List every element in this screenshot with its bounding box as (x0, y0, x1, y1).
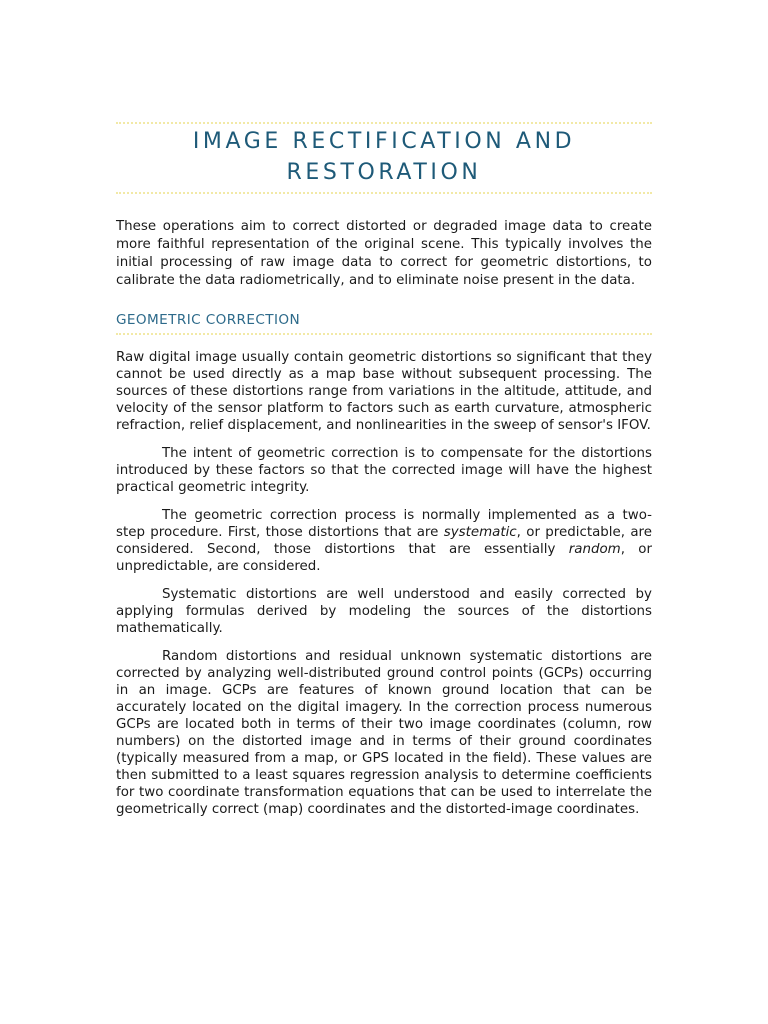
document-title: IMAGE RECTIFICATION AND RESTORATION (192, 129, 576, 185)
title-bottom-rule (116, 192, 652, 194)
paragraph-two-step (116, 507, 652, 575)
section-heading-geometric-correction: GEOMETRIC CORRECTION (116, 312, 652, 335)
term-random: random (568, 542, 621, 557)
document-page (116, 116, 652, 818)
two-step-text-c: , or unpredictable, are considered. (116, 542, 652, 574)
paragraph-systematic: Systematic distortions are well understood and easily corrected by applying formulas derived by modeling the sources of the distortions mathematically. (116, 587, 652, 636)
term-systematic: systematic (443, 525, 517, 540)
paragraph-random-gcps: Random distortions and residual unknown systematic distortions are corrected by analyzing well-distributed ground control points (GCPs) occurring in an image. GCPs are features of known ground location that can be accurately located on the digital imagery. In the correction process numerous GCPs are located both in terms of their two image coordinates (column, row numbers) on the distorted image and in terms of their ground coordinates (typically measured from a map, or GPS located in the field). These values are then submitted to a least squares regression analysis to determine coefficients for two coordinate transformation equations that can be used to interrelate the geometrically correct (map) coordinates and the distorted-image coordinates. (116, 649, 652, 817)
two-step-text-a: The geometric correction process is normally implemented as a two-step procedure. First, those distortions that are (116, 508, 652, 540)
paragraph-raw-image: Raw digital image usually contain geometric distortions so significant that they cannot be used directly as a map base without subsequent processing. The sources of these distortions range from variations in the altitude, attitude, and velocity of the sensor platform to factors such as earth curvature, atmospheric refraction, relief displacement, and nonlinearities in the sweep of sensor's IFOV. (116, 350, 652, 433)
paragraph-intent: The intent of geometric correction is to compensate for the distortions introduced by these factors so that the corrected image will have the highest practical geometric integrity. (116, 446, 652, 495)
intro-paragraph: These operations aim to correct distorted or degraded image data to create more faithful representation of the original scene. This typically involves the initial processing of raw image data to correct for geometric distortions, to calibrate the data radiometrically, and to eliminate noise present in the data. (116, 219, 652, 288)
title-block (116, 116, 652, 200)
title-top-rule (116, 122, 652, 124)
two-step-text-b: , or predictable, are considered. Second, those distortions that are essentially (116, 525, 652, 557)
